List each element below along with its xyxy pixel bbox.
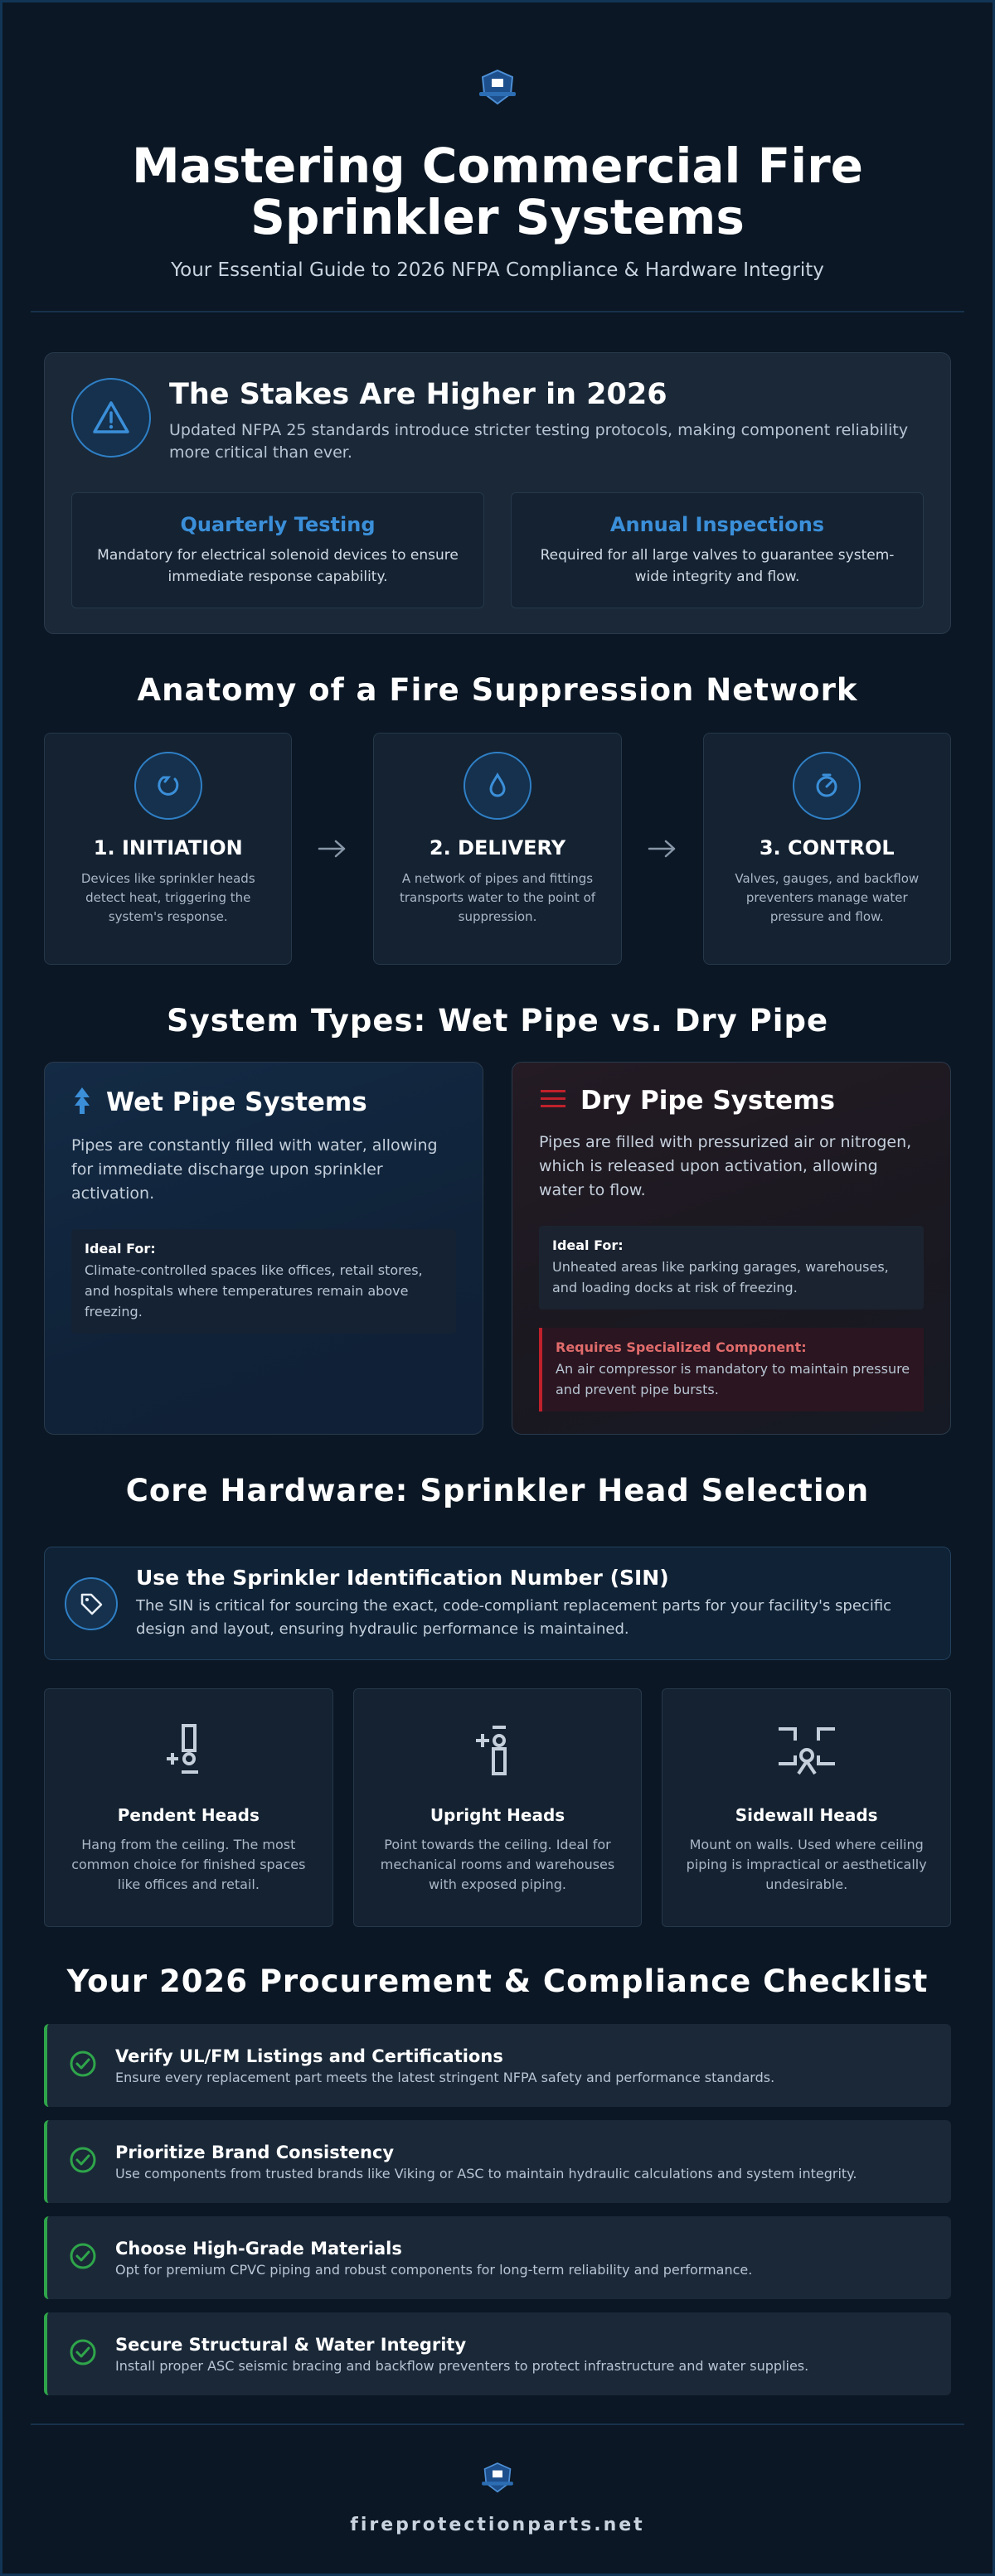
step-title: 3. CONTROL bbox=[759, 836, 895, 859]
stakes-description: Updated NFPA 25 standards introduce stricter testing protocols, making component reliability more critical than ever. bbox=[169, 421, 909, 462]
dry-title: Dry Pipe Systems bbox=[580, 1086, 835, 1116]
step-title: 1. INITIATION bbox=[93, 836, 243, 859]
dry-ideal-box bbox=[539, 1226, 924, 1310]
warning-icon bbox=[71, 378, 151, 458]
sidewall-heads-card bbox=[662, 1688, 951, 1927]
check-circle-icon bbox=[69, 2146, 97, 2177]
required-component-box bbox=[539, 1328, 924, 1411]
upright-heads-card bbox=[353, 1688, 643, 1927]
check-title: Prioritize Brand Consistency bbox=[115, 2142, 395, 2162]
stakes-panel bbox=[44, 352, 951, 634]
ideal-text: Climate-controlled spaces like offices, retail stores, and hospitals where temperatures remain above freezing. bbox=[85, 1262, 423, 1319]
shield-logo-icon bbox=[478, 2462, 517, 2495]
dry-description: Pipes are filled with pressurized air or nitrogen, which is released upon activation, allowing water to flow. bbox=[539, 1133, 912, 1199]
head-text: Hang from the ceiling. The most common choice for finished spaces like offices and retail. bbox=[71, 1837, 306, 1892]
check-title: Choose High-Grade Materials bbox=[115, 2238, 402, 2259]
step-initiation bbox=[44, 733, 292, 965]
sin-text: The SIN is critical for sourcing the exact, code-compliant replacement parts for your facility's specific design and layout, ensuring hydraulic performance is maintained. bbox=[136, 1597, 892, 1638]
dry-lines-icon bbox=[539, 1087, 567, 1114]
gauge-icon bbox=[793, 752, 861, 820]
sin-title: Use the Sprinkler Identification Number (SIN) bbox=[136, 1566, 669, 1590]
step-text: Valves, gauges, and backflow preventers manage water pressure and flow. bbox=[735, 871, 920, 924]
check-circle-icon bbox=[69, 2242, 97, 2273]
checklist-item bbox=[44, 2312, 951, 2395]
anatomy-flow bbox=[44, 733, 951, 965]
check-circle-icon bbox=[69, 2050, 97, 2081]
arrow-right-icon bbox=[292, 839, 373, 859]
head-title: Pendent Heads bbox=[117, 1805, 260, 1825]
card-text: Mandatory for electrical solenoid devices to ensure immediate response capability. bbox=[97, 547, 459, 585]
annual-inspections-card bbox=[511, 492, 924, 608]
page-subtitle: Your Essential Guide to 2026 NFPA Compliance & Hardware Integrity bbox=[171, 259, 824, 281]
head-text: Mount on walls. Used where ceiling piping is impractical or aesthetically undesirable. bbox=[686, 1837, 927, 1892]
sensor-icon bbox=[134, 752, 202, 820]
dry-pipe-card bbox=[512, 1062, 951, 1435]
head-title: Sidewall Heads bbox=[735, 1805, 878, 1825]
types-title: System Types: Wet Pipe vs. Dry Pipe bbox=[166, 1003, 829, 1039]
required-label: Requires Specialized Component: bbox=[556, 1339, 807, 1355]
check-circle-icon bbox=[69, 2338, 97, 2370]
check-text: Use components from trusted brands like Viking or ASC to maintain hydraulic calculations and system integrity. bbox=[115, 2165, 857, 2181]
check-text: Install proper ASC seismic bracing and backflow preventers to protect infrastructure and water supplies. bbox=[115, 2357, 809, 2374]
card-title: Quarterly Testing bbox=[180, 513, 376, 536]
system-types bbox=[44, 1062, 951, 1435]
quarterly-testing-card bbox=[71, 492, 484, 608]
sprinkler-heads bbox=[44, 1688, 951, 1927]
step-text: Devices like sprinkler heads detect heat, triggering the system's response. bbox=[80, 871, 255, 924]
page-title: Mastering Commercial Fire Sprinkler Systems bbox=[131, 138, 864, 245]
ideal-label: Ideal For: bbox=[85, 1241, 156, 1257]
checklist-item bbox=[44, 2024, 951, 2107]
checklist bbox=[44, 2024, 951, 2395]
tag-icon bbox=[65, 1577, 118, 1630]
check-text: Ensure every replacement part meets the latest stringent NFPA safety and performance standards. bbox=[115, 2069, 775, 2085]
head-title: Upright Heads bbox=[430, 1805, 565, 1825]
wet-title: Wet Pipe Systems bbox=[106, 1087, 367, 1117]
wet-pipe-card bbox=[44, 1062, 483, 1435]
footer-url[interactable]: fireprotectionparts.net bbox=[350, 2515, 645, 2535]
step-text: A network of pipes and fittings transports water to the point of suppression. bbox=[399, 871, 596, 924]
step-title: 2. DELIVERY bbox=[429, 836, 566, 859]
arrow-right-icon bbox=[622, 839, 703, 859]
checklist-title: Your 2026 Procurement & Compliance Checklist bbox=[66, 1963, 929, 1999]
upright-head-icon bbox=[473, 1768, 522, 1784]
logo-bottom bbox=[2, 2425, 993, 2495]
step-delivery bbox=[373, 733, 621, 965]
anatomy-title: Anatomy of a Fire Suppression Network bbox=[137, 672, 858, 708]
sin-panel bbox=[44, 1547, 951, 1660]
card-title: Annual Inspections bbox=[609, 513, 825, 536]
check-title: Secure Structural & Water Integrity bbox=[115, 2334, 467, 2355]
step-control bbox=[703, 733, 951, 965]
head-text: Point towards the ceiling. Ideal for mechanical rooms and warehouses with exposed piping. bbox=[380, 1837, 615, 1892]
required-text: An air compressor is mandatory to maintain pressure and prevent pipe bursts. bbox=[556, 1361, 910, 1397]
check-title: Verify UL/FM Listings and Certifications bbox=[115, 2046, 503, 2066]
pendent-head-icon bbox=[163, 1768, 213, 1784]
hardware-title: Core Hardware: Sprinkler Head Selection bbox=[125, 1473, 870, 1508]
card-text: Required for all large valves to guarantee system-wide integrity and flow. bbox=[540, 547, 895, 585]
sidewall-head-icon bbox=[774, 1768, 840, 1784]
logo-top bbox=[2, 2, 993, 107]
checklist-item bbox=[44, 2120, 951, 2203]
wet-arrows-icon bbox=[71, 1086, 93, 1119]
ideal-text: Unheated areas like parking garages, warehouses, and loading docks at risk of freezing. bbox=[552, 1259, 889, 1295]
divider bbox=[31, 311, 964, 312]
shield-logo-icon bbox=[474, 69, 521, 107]
ideal-label: Ideal For: bbox=[552, 1237, 624, 1253]
check-text: Opt for premium CPVC piping and robust components for long-term reliability and performance. bbox=[115, 2261, 753, 2278]
pendent-heads-card bbox=[44, 1688, 333, 1927]
checklist-item bbox=[44, 2216, 951, 2299]
wet-ideal-box bbox=[71, 1229, 456, 1334]
wet-description: Pipes are constantly filled with water, allowing for immediate discharge upon sprinkler activation. bbox=[71, 1136, 438, 1203]
stakes-title: The Stakes Are Higher in 2026 bbox=[169, 378, 667, 411]
water-drop-icon bbox=[464, 752, 531, 820]
